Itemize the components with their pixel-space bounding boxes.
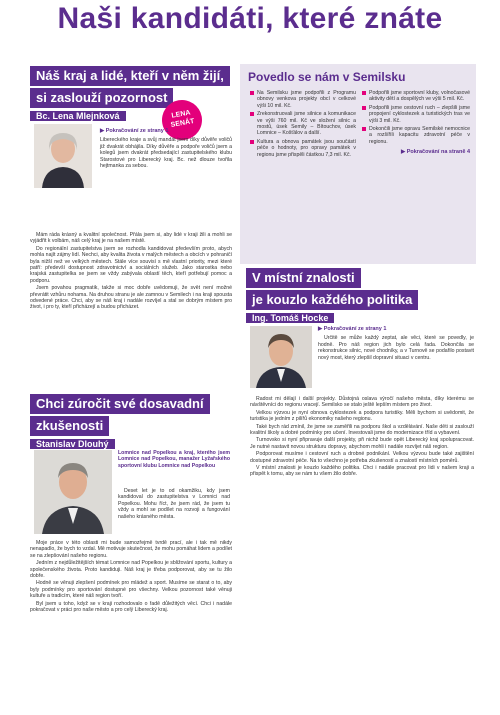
section4-paragraph: Turnovsko si nyní připravuje další projekty, při nichž bude opět Liberecký kraj spolupracovat. Je nutné nastavit novou strukturu dopravy, abychom mohli i nadále rozvíjet náš region. <box>250 437 474 450</box>
list-item: Na Semilsku jsme podpořili z Programu obnovy venkova projekty obcí v celkové výši 10 mil. Kč. <box>250 90 356 109</box>
section2-paragraph: Byl jsem u toho, když se v kraji rozhodovalo o řadě důležitých věcí. Chci i nadále pokračovat v práci pro naše město a pro celý Liberecký kraj. <box>30 600 232 614</box>
dlouhy-photo <box>34 450 112 534</box>
semilsko-heading: Povedlo se nám v Semilsku <box>248 70 406 84</box>
section2-heading-line1: Chci zúročit své dosavadní <box>30 394 210 414</box>
list-item: Podpořili jsme cestovní ruch – zlepšili jsme propojení cyklostezek a turistických tras ve výši 3 mil. Kč. <box>362 105 470 124</box>
section1-lead-text: Libereckého kraje a svůj mandát jsem díky důvěře voličů již dvakrát obhájila. Díky důvěře a podpoře voličů jsem a kolegů jsem dvakrát předsedající zastupitelského klubu Starostové pro Liberecký kraj. Bc. než dlouze tvořila hejtmanka za sebou. <box>100 137 232 170</box>
list-item: Kultura a obnova památek jsou součástí péče o hodnoty, pro opravy památek v regionu jsme přispěli částkou 7,3 mil. Kč. <box>250 139 356 158</box>
section1-heading-line1: Náš kraj a lidé, kteří v něm žijí, <box>30 66 230 86</box>
semilsko-left-list <box>250 90 356 160</box>
section4-candidate-name: Ing. Tomáš Hocke <box>246 313 334 323</box>
section1-heading-line2: si zaslouží pozornost <box>30 88 173 108</box>
section4-heading-line2: je kouzlo každého politika <box>246 290 418 310</box>
section4-body <box>250 396 474 479</box>
section2-intro <box>118 450 230 470</box>
section2-paragraph: Hodně se věnuji zlepšení podmínek pro mládež a sport. Musíme se starat o to, aby byly podmínky pro sportování dostupné pro všechny. Velkou pozornost také věnuji kultuře a tradicím, které náš region tvoří. <box>30 580 232 600</box>
mlejnkova-photo <box>34 124 92 188</box>
section4-paragraph: Také bych rád zmínil, že jsme se zaměřili na podporu škol a vzdělávání. Naše děti si zaslouží kvalitní školy a dobré podmínky pro učení. Investovali jsme do modernizace tříd a vybavení. <box>250 423 474 437</box>
section1-lead: ▶ Pokračování ze strany 1 Libereckého kraje a svůj mandát jsem díky důvěře voličů již dvakrát obhájila. Díky důvěře a podpoře voličů jsem a kolegů jsem dvakrát předsedající zastupitelského klubu Starostové pro Liberecký kraj. Bc. než dlouze tvořila hejtmanka za sebou. <box>100 128 232 170</box>
section1-paragraph: Mám ráda krásný a kvalitní společnost. Přála jsem si, aby lidé v kraji žili a mohli se vyjádřit k volbám, náš celý kraj je na našem místě. <box>30 232 232 245</box>
section1-body <box>30 232 232 312</box>
section1-paragraph: Do regionální zastupitelstva jsem se rozhodla kandidovat především proto, abych mohla najít zájmy lidí. Nechci, aby kvalita života v malých městech a obcích v pohraničí byla nižší než ve velkých městech. Stále více souvisí s mě vlastní priority, mezi které patří: předevší dostupnost zdravotnictví a sociálních služeb. Jako starostka nebo krajská zastupitelka se jsem se vždy zabývala oblastí těch, kteří potřebují pomoc a podporu. <box>30 245 232 284</box>
section4-paragraph: Určitě se může každý zeptat, ale věci, které se povedly, je hodně. Pro náš region jich bylo celá řada. Dokončila se rekonstrukce silnic, nové chodníky, a v Turnově se podařilo postavit nový most, který zlepšil dopravní situaci v centru. <box>318 335 474 361</box>
section2-heading-line2: zkušenosti <box>30 416 109 436</box>
section4-heading-line1: V místní znalosti <box>246 268 361 288</box>
semilsko-right-list: Podpořili jsme sportovní kluby, volnočasové aktivity dětí a dospělých ve výši 5 mil. Kč. Podpořili jsme cestovní ruch – zlepšili jsme propojení cyklostezek a turistických tras ve výši 3 mil. Kč. Dokončili jsme opravu Semilské nemocnice a rozšířili kapacitu zdravotní péče v regionu. ▶ Pokračování na straně 4 <box>362 90 470 156</box>
section2-paragraph: Deset let je to od okamžiku, kdy jsem kandidoval do zastupitelstva v Lomnici nad Popelkou. Mohu říct, že jsem rád, že jsem tu vždy a mohl se podílet na rozvoji a fungování našeho krásného města. <box>118 488 230 520</box>
section4-lead: ▶ Pokračování ze strany 1 Určitě se může každý zeptat, ale věci, které se povedly, je hodně. Pro náš region jich bylo celá řada. Dokončila se rekonstrukce silnic, nové chodníky, a v Turnově se podařilo postavit nový most, který zlepšil dopravní situaci v centru. <box>318 326 474 361</box>
page-title: Naši kandidáti, které znáte <box>57 2 443 35</box>
section2-candidate-name: Stanislav Dlouhý <box>30 439 115 449</box>
section4-paragraph: Radost mi dělají i další projekty. Důstojná oslava výročí našeho města, díky kterému se návštěvníci do regionu vracejí. Semilsko se stalo ještě lepším místem pro život. <box>250 396 474 409</box>
section4-paragraph: Velkou výzvou je nyní obnova cyklostezek a podpora turistiky. Měli bychom si uvědomit, že turistika je jedním z pilířů ekonomiky našeho regionu. <box>250 409 474 423</box>
hocke-photo <box>250 326 312 388</box>
section1-candidate-name: Bc. Lena Mlejnková <box>30 111 126 121</box>
section4-paragraph: V místní znalosti je kouzlo každého politika. Chci i nadále pracovat pro lidi v našem kraji a přispět k tomu, aby se nám tu všem žilo dobře. <box>250 465 474 478</box>
section-semilsko <box>248 70 472 88</box>
list-item: Zrekonstruovali jsme silnice a komunikace ve výši 760 mil. Kč ve složení silnic a mostů, úsek Semily – Bítouchov, úsek Lomnice – Košťálov a další. <box>250 111 356 137</box>
section2-paragraph: Jedním z nejdůležitějších témat Lomnice nad Popelkou je sbližování sportu, kultury a společenského života. Proto kandiduji. Náš kraj je třeba podporovat, aby se tu žilo dobře. <box>30 560 232 580</box>
section3-continuation: Pokračování na straně 4 <box>406 149 470 156</box>
section2-intro-text: Lomnice nad Popelkou a kraj, kterého jsem Lomnice nad Popelkou, manažer Lyžařského sportovní klubu Lomnice nad Popelkou <box>118 450 230 469</box>
list-item: Podpořili jsme sportovní kluby, volnočasové aktivity dětí a dospělých ve výši 5 mil. Kč. <box>362 90 470 103</box>
section2-body <box>30 540 232 614</box>
section-dlouhy <box>30 394 230 449</box>
list-item: Dokončili jsme opravu Semilské nemocnice a rozšířili kapacitu zdravotní péče v regionu. <box>362 126 470 145</box>
section-hocke <box>246 268 474 323</box>
section1-paragraph: Jsem povahou pragmatik, takže si moc dobře uvědomuji, že svět není možné převrátit vzhůru nohama. Na druhou stranu je ale zamnou v Semilech i na kraji spousta odvedené práce. Chci, aby se náš kraj i nadále rozvíjel a stal se dobrým místem pro život, i pro ty, kteří přicházejí a budou přicházet. <box>30 285 232 311</box>
section4-paragraph: Podporovat musíme i cestovní ruch a drobné podnikání. Velkou výzvou bude také zajištění dostupné zdravotní péče. Na to všechno je potřeba zkušeností a znalostí místních poměrů. <box>250 451 474 464</box>
section1-continuation: Pokračování ze strany 1 <box>105 128 169 134</box>
section2-paragraph: Moje práce v této oblasti mi bude samozřejmě tvrdě prací, ale i tak mě nikdy nenapadlo, že bych to vzdal. Mě motivuje skutečnost, že mohu pomáhat lidem a podílet se na zlepšování našeho regionu. <box>30 540 232 559</box>
section2-body-top <box>118 488 230 521</box>
section4-continuation: Pokračování ze strany 1 <box>323 326 387 332</box>
lena-senat-badge: LENA SENÁT <box>159 97 205 143</box>
